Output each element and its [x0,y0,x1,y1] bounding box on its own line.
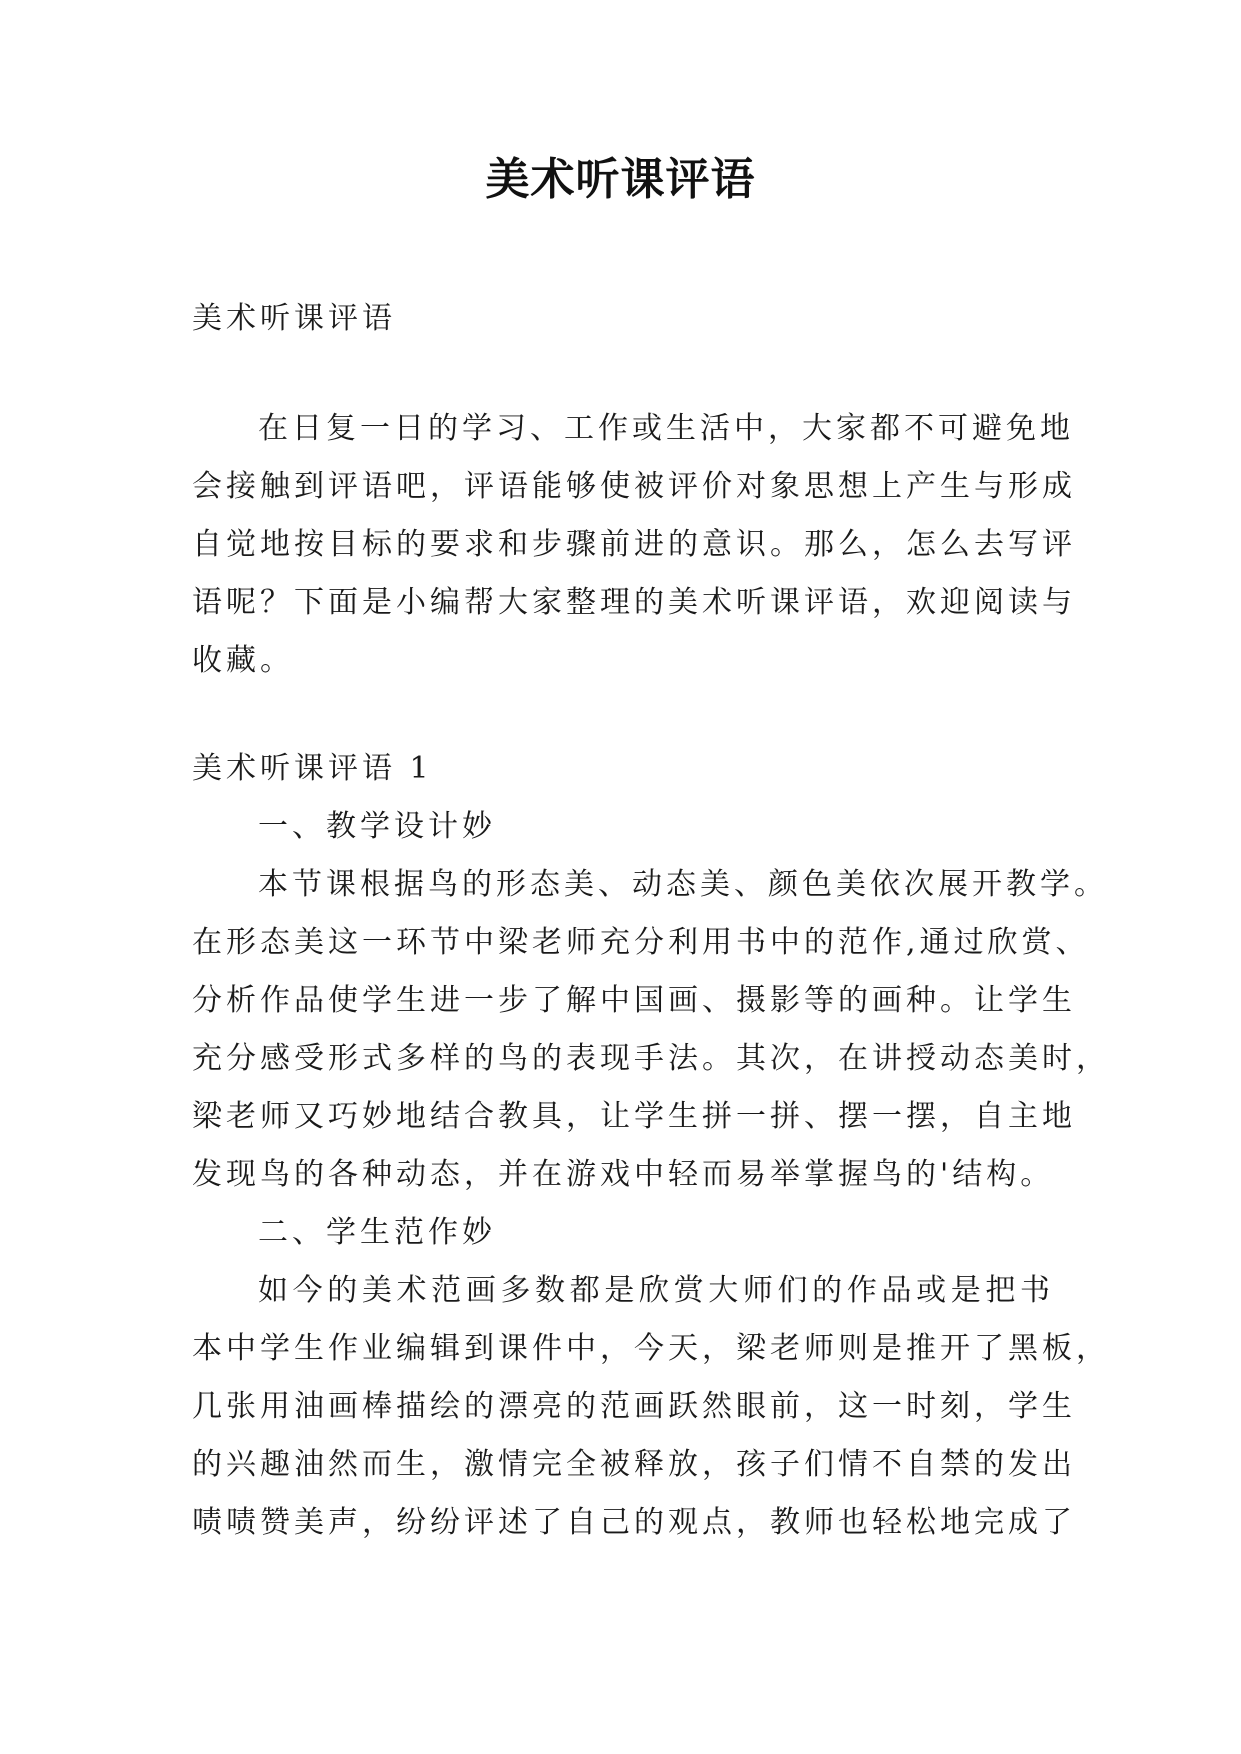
paragraph-line: 几张用油画棒描绘的漂亮的范画跃然眼前，这一时刻，学生 [192,1389,1076,1424]
intro-line: 收藏。 [192,643,294,678]
document-title: 美术听课评语 [485,154,756,205]
intro-line: 自觉地按目标的要求和步骤前进的意识。那么，怎么去写评 [192,527,1076,562]
section-title: 美术听课评语 1 [192,751,433,786]
paragraph-line: 充分感受形式多样的鸟的表现手法。其次，在讲授动态美时， [192,1041,1110,1076]
paragraph-line: 发现鸟的各种动态，并在游戏中轻而易举掌握鸟的'结构。 [192,1157,1055,1192]
section-heading: 二、学生范作妙 [258,1215,496,1250]
section-heading: 一、教学设计妙 [258,809,496,844]
paragraph-teaching-design [192,856,1110,1204]
paragraph-line: 本中学生作业编辑到课件中，今天，梁老师则是推开了黑板， [192,1331,1110,1366]
intro-line: 会接触到评语吧，评语能够使被评价对象思想上产生与形成 [192,469,1076,504]
paragraph-line: 分析作品使学生进一步了解中国画、摄影等的画种。让学生 [192,983,1076,1018]
paragraph-student-samples [192,1262,1110,1552]
paragraph-line: 如今的美术范画多数都是欣赏大师们的作品或是把书 [258,1273,1054,1308]
paragraph-line: 本节课根据鸟的形态美、动态美、颜色美依次展开教学。 [258,867,1108,902]
paragraph-line: 啧啧赞美声，纷纷评述了自己的观点，教师也轻松地完成了 [192,1505,1076,1540]
paragraph-line: 梁老师又巧妙地结合教具，让学生拼一拼、摆一摆，自主地 [192,1099,1076,1134]
document-subtitle: 美术听课评语 [192,301,396,336]
intro-paragraph [192,400,1076,690]
paragraph-line: 的兴趣油然而生，激情完全被释放，孩子们情不自禁的发出 [192,1447,1076,1482]
intro-line: 语呢？下面是小编帮大家整理的美术听课评语，欢迎阅读与 [192,585,1076,620]
intro-line: 在日复一日的学习、工作或生活中，大家都不可避免地 [258,411,1074,446]
document-body [192,290,1110,1552]
paragraph-line: 在形态美这一环节中梁老师充分利用书中的范作,通过欣赏、 [192,925,1090,960]
